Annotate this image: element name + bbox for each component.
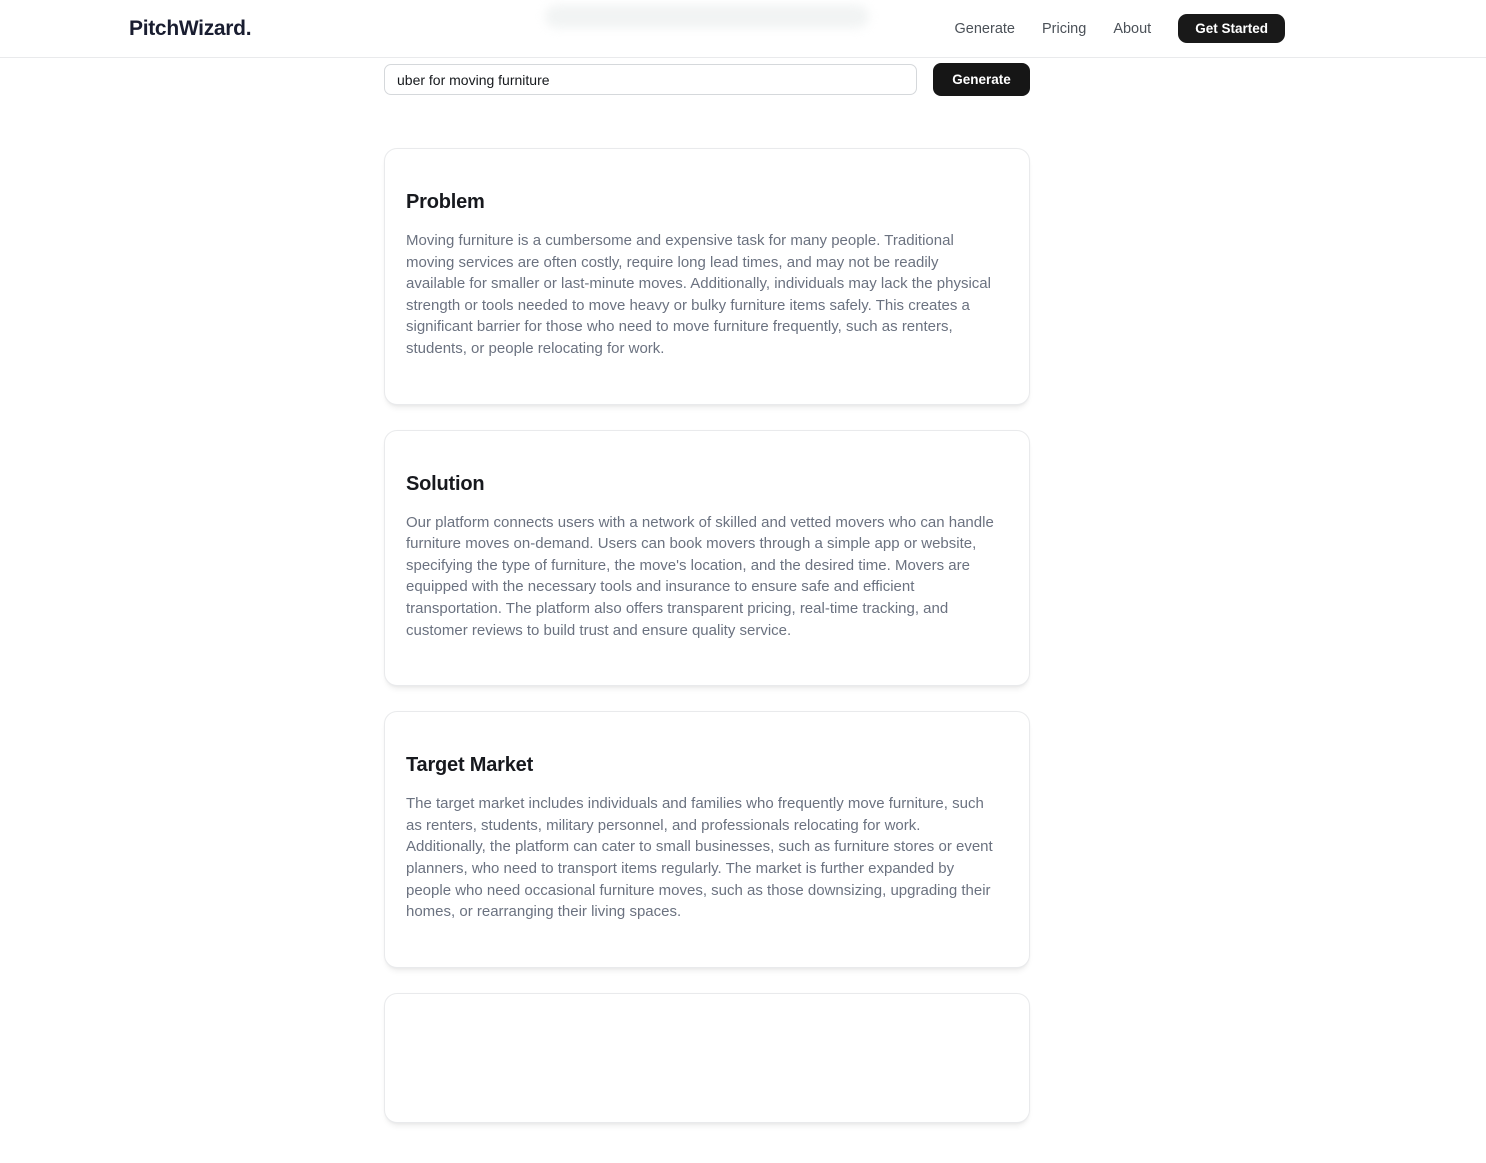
nav-item-pricing[interactable]: Pricing xyxy=(1041,20,1087,37)
get-started-button[interactable]: Get Started xyxy=(1178,14,1285,43)
problem-card xyxy=(384,148,1030,405)
problem-card-body: Moving furniture is a cumbersome and expensive task for many people. Traditional moving services are often costly, require long lead times, and may not be readily available for smaller or last-minute moves. Additionally, individuals may lack the physical strength or tools needed to move heavy or bulky furniture items safely. This creates a significant barrier for those who need to move furniture frequently, such as renters, students, or people relocating for work. xyxy=(406,232,991,357)
generate-button[interactable]: Generate xyxy=(933,63,1030,96)
target-market-card-body: The target market includes individuals and families who frequently move furniture, such as renters, students, military personnel, and professionals relocating for work. Additionally, the platform can cater to small businesses, such as furniture stores or event planners, who need to transport items regularly. The market is further expanded by people who need occasional furniture moves, such as those downsizing, upgrading their homes, or rearranging their living spaces. xyxy=(406,795,993,921)
nav-item-generate[interactable]: Generate xyxy=(954,20,1015,37)
main-nav xyxy=(955,14,1285,43)
solution-card xyxy=(384,430,1030,687)
nav-item-about[interactable]: About xyxy=(1113,20,1152,37)
problem-card-title: Problem xyxy=(406,191,485,213)
target-market-card-title: Target Market xyxy=(406,754,534,777)
brand-logo[interactable]: PitchWizard. xyxy=(129,16,252,40)
pitch-cards xyxy=(384,148,1030,1163)
solution-card-body: Our platform connects users with a network of skilled and vetted movers who can handle furniture moves on-demand. Users can book movers through a simple app or website, specifying the type of furniture, the move's location, and the desired time. Movers are equipped with the necessary tools and insurance to ensure safe and efficient transportation. The platform also offers transparent pricing, real-time tracking, and customer reviews to build trust and ensure quality service. xyxy=(406,513,994,639)
top-header xyxy=(0,0,1486,58)
target-market-card xyxy=(384,711,1030,968)
idea-input[interactable] xyxy=(384,64,917,95)
main-content xyxy=(384,63,1030,1163)
header-container xyxy=(129,0,1285,57)
solution-card-title: Solution xyxy=(406,472,485,495)
next-card-partial xyxy=(384,993,1030,1123)
idea-form xyxy=(384,63,1030,96)
